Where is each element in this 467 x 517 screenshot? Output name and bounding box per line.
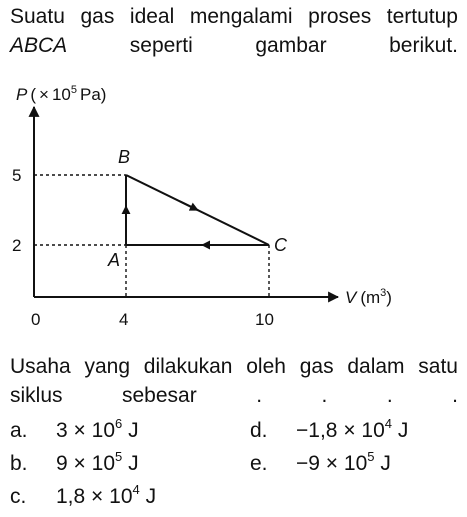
y-tick-5: 5 <box>12 166 22 185</box>
x-axis-label: V $(m^3)$ <box>345 287 392 307</box>
x-tick-4: 4 <box>119 310 129 329</box>
origin-label: 0 <box>31 310 41 329</box>
point-label-b: B <box>118 147 131 167</box>
point-label-c: C <box>274 235 287 255</box>
question-prompt: Usaha yang dilakukan oleh gas dalam satu siklus sebesar . . . . <box>10 355 458 407</box>
intro-text-1: Suatu gas ideal mengalami proses tertutup <box>10 5 458 28</box>
arrow-bc <box>180 201 198 210</box>
option-a[interactable]: a. $3 \times 10^6$ J <box>10 416 139 442</box>
y-tick-2: 2 <box>12 236 22 255</box>
point-label-a: A <box>108 250 121 270</box>
option-d[interactable]: d. $-1,8 \times 10^4$ J <box>250 416 409 442</box>
option-b[interactable]: b. $9 \times 10^5$ J <box>10 449 139 475</box>
option-c[interactable]: c. $1,8 \times 10^4$ J <box>10 482 157 508</box>
cycle-name: ABCA <box>10 34 68 57</box>
y-axis-label: P ( × $10^5$ Pa) <box>16 84 107 104</box>
intro-text-2: seperti gambar berikut. <box>129 34 458 57</box>
option-e[interactable]: e. $-9 \times 10^5$ J <box>250 449 391 475</box>
x-tick-10: 10 <box>255 310 274 329</box>
